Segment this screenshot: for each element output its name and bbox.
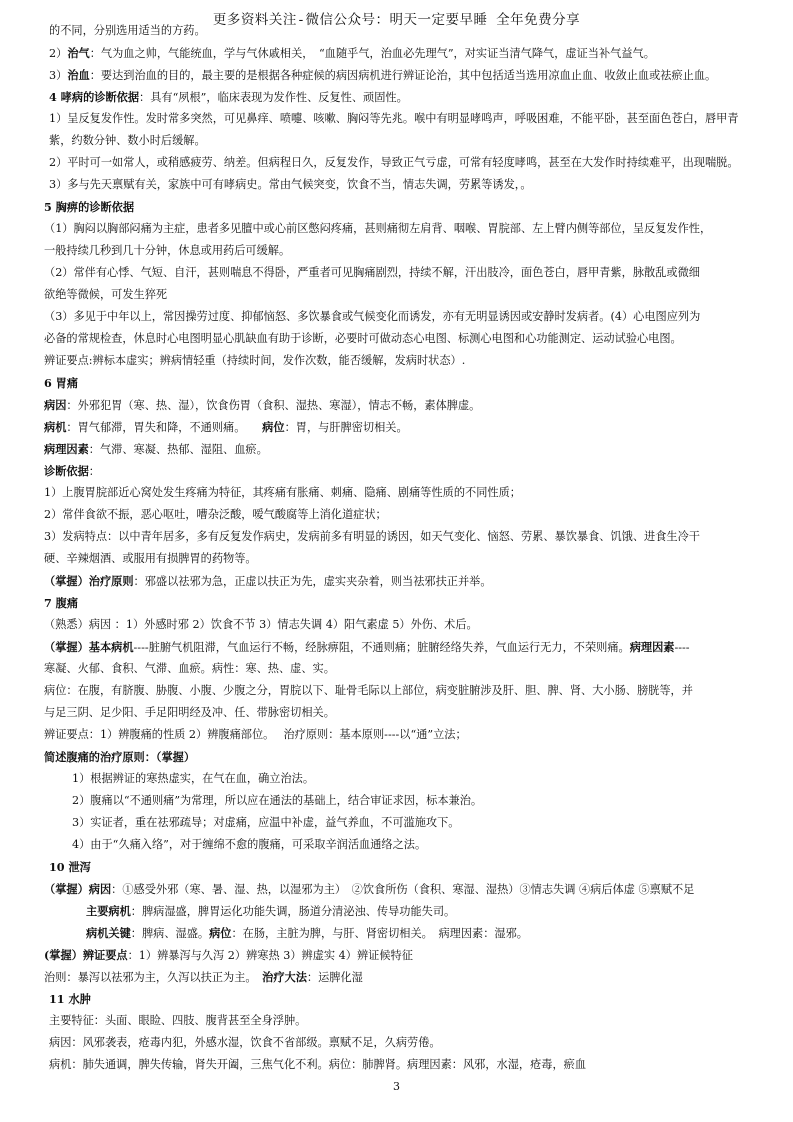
text-segment: （2）常伴有心悸、气短、自汗，甚则喘息不得卧，严重者可见胸痛剧烈，持续不解，汗出肢冷，面色苍白，唇甲青紫，脉散乱或微细 bbox=[44, 266, 700, 279]
text-line bbox=[44, 618, 478, 632]
text-segment: 2）腹痛以“不通则痛”为常理，所以应在通法的基础上，结合审证求因，标本兼治。 bbox=[72, 794, 483, 807]
text-segment: 2）常伴食欲不振，恶心呕吐，嘈杂泛酸，嗳气酸腐等上消化道症状； bbox=[44, 508, 387, 521]
text-segment: 欲绝等微候，可发生猝死 bbox=[44, 288, 168, 301]
text-segment: 3）发病特点：以中青年居多，多有反复发作病史，发病前多有明显的诱因，如天气变化、恼怒、劳累、暴饮暴食、饥饿、进食生冷干 bbox=[44, 530, 700, 543]
text-segment: ：邪盛以祛邪为急，正虚以扶正为先，虚实夹杂着，则当祛邪扶正并举。 bbox=[133, 575, 492, 588]
text-line bbox=[49, 1014, 306, 1028]
text-line bbox=[44, 662, 335, 676]
text-line bbox=[44, 398, 480, 412]
text-segment: ：气滞、寒凝、热郁、湿阻、血瘀。 bbox=[88, 443, 268, 456]
bold-text: 诊断依据 bbox=[44, 464, 89, 478]
bold-text: （掌握）基本病机 bbox=[44, 640, 134, 654]
text-segment: ：在肠，主脏为脾，与肝、肾密切相关。 病理因素：湿邪。 bbox=[231, 927, 528, 940]
text-line bbox=[44, 530, 700, 544]
text-segment: ： bbox=[88, 465, 100, 478]
text-segment: 1）呈反复发作性。发时常多突然，可见鼻痒、喷嚏、咳嗽、胸闷等先兆。喉中有明显哮鸣声，呼吸困难，不能平卧，甚至面色苍白，唇甲青 bbox=[49, 112, 739, 125]
bold-text: 病位 bbox=[262, 420, 285, 434]
text-segment: 3） bbox=[49, 69, 68, 82]
text-line bbox=[49, 156, 739, 170]
text-segment: 3）实证者，重在祛邪疏导；对虚痛，应温中补虚，益气养血，不可滥施攻下。 bbox=[72, 816, 460, 829]
text-line bbox=[44, 464, 100, 478]
text-line bbox=[44, 222, 711, 236]
text-line bbox=[49, 992, 91, 1006]
text-line bbox=[72, 816, 460, 830]
text-line bbox=[44, 552, 257, 566]
text-line bbox=[49, 178, 532, 192]
text-line bbox=[44, 420, 408, 434]
text-segment: （熟悉）病因 ：1）外感时邪 2）饮食不节 3）情志失调 4）阳气素虚 5）外伤、术后。 bbox=[44, 618, 478, 631]
text-segment: ：气为血之帅，气能统血，学与气休戚相关， “血随乎气，治血必先理气”，对实证当清气降气，虚证当补气益气。 bbox=[89, 47, 655, 60]
text-line bbox=[49, 112, 739, 126]
text-segment: 辨证要点:辨标本虚实；辨病情轻重（持续时间，发作次数，能否缓解，发病时状态）. bbox=[44, 354, 466, 367]
text-line bbox=[49, 46, 655, 60]
text-segment: 一般持续几秒到几十分钟，休息或用药后可缓解。 bbox=[44, 244, 291, 257]
bold-text: 治血 bbox=[67, 68, 90, 82]
text-segment: 病因：风邪袭表，疮毒内犯，外感水湿，饮食不省部级。禀赋不足，久病劳倦。 bbox=[49, 1036, 441, 1049]
text-line bbox=[44, 486, 521, 500]
bold-text: (掌握）辨证要点 bbox=[44, 948, 128, 962]
text-line bbox=[44, 200, 134, 214]
text-line bbox=[44, 354, 465, 368]
text-line bbox=[49, 90, 408, 104]
text-segment: 1）根据辨证的寒热虚实，在气在血，确立治法。 bbox=[72, 772, 315, 785]
text-line bbox=[44, 596, 78, 610]
text-line bbox=[44, 332, 682, 346]
bold-text: 病机关键 bbox=[86, 926, 131, 940]
text-line bbox=[72, 794, 482, 808]
text-line bbox=[44, 508, 387, 522]
text-segment: 必备的常规检查，休息时心电图明显心肌缺血有助于诊断，必要时可做动态心电图、标测心电图和心功能测定、运动试验心电图。 bbox=[44, 332, 682, 345]
text-segment: 1）上腹胃脘部近心窝处发生疼痛为特征，其疼痛有胀痛、刺痛、隐痛、剧痛等性质的不同性质； bbox=[44, 486, 521, 499]
text-line bbox=[44, 244, 290, 258]
text-segment: 辨证要点：1）辨腹痛的性质 2）辨腹痛部位。 治疗原则：基本原则----以“通”立法； bbox=[44, 728, 467, 741]
text-line bbox=[44, 750, 195, 764]
bold-text: 病位 bbox=[209, 926, 232, 940]
text-line bbox=[72, 838, 426, 852]
text-line bbox=[72, 772, 314, 786]
text-line bbox=[44, 640, 690, 654]
text-segment: ：胃，与肝脾密切相关。 bbox=[284, 421, 408, 434]
bold-text: 主要病机 bbox=[86, 904, 131, 918]
text-segment: 病位：在腹，有脐腹、胁腹、小腹、少腹之分，胃脘以下、耻骨毛际以上部位，病变脏腑涉及肝、胆、脾、肾、大小肠、膀胱等，并 bbox=[44, 684, 693, 697]
text-line bbox=[44, 948, 413, 962]
text-line bbox=[44, 728, 467, 742]
text-segment: 主要特征：头面、眼睑、四肢、腹背甚至全身浮肿。 bbox=[49, 1014, 307, 1027]
text-line bbox=[49, 134, 206, 148]
text-segment: ：要达到治血的目的，最主要的是根据各种症候的病因病机进行辨证论治，其中包括适当选用凉血止血、收敛止血或祛瘀止血。 bbox=[89, 69, 717, 82]
text-segment: 与足三阴、足少阳、手足阳明经及冲、任、带脉密切相关。 bbox=[44, 706, 335, 719]
bold-text: （掌握）治疗原则 bbox=[44, 574, 134, 588]
text-line bbox=[44, 442, 268, 456]
text-line bbox=[44, 266, 700, 280]
text-line bbox=[44, 970, 363, 984]
text-segment: 治则：暴泻以祛邪为主，久泻以扶正为主。 bbox=[44, 971, 263, 984]
text-segment: ：具有“夙根”，临床表现为发作性、反复性、顽固性。 bbox=[139, 91, 408, 104]
text-segment: 寒凝、火郁、食积、气滞、血瘀。病性：寒、热、虚、实。 bbox=[44, 662, 335, 675]
page-header: 更多资料关注-微信公众号：明天一定要早睡 全年免费分享 bbox=[212, 12, 581, 28]
text-segment: 紫，约数分钟、数小时后缓解。 bbox=[49, 134, 206, 147]
bold-text: 5 胸痹 bbox=[44, 200, 79, 214]
text-line bbox=[49, 24, 206, 38]
text-line bbox=[44, 288, 167, 302]
bold-text: 7 腹痛 bbox=[44, 596, 79, 610]
text-segment: 4）由于“久痛入络”，对于缠绵不愈的腹痛，可采取辛润活血通络之法。 bbox=[72, 838, 427, 851]
text-line bbox=[44, 882, 694, 896]
text-line bbox=[49, 860, 91, 874]
bold-text: 病因 bbox=[44, 398, 67, 412]
text-segment: ---- bbox=[674, 641, 690, 654]
bold-text: 治气 bbox=[67, 46, 90, 60]
text-line bbox=[49, 1058, 586, 1072]
text-segment: ：脾病湿盛，脾胃运化功能失调，肠道分清泌浊、传导功能失司。 bbox=[130, 905, 456, 918]
text-line bbox=[86, 904, 455, 918]
bold-text: 11 水肿 bbox=[49, 992, 91, 1006]
bold-text: （掌握）病因 bbox=[44, 882, 112, 896]
bold-text: 简述腹痛的治疗原则：（掌握） bbox=[44, 750, 196, 764]
text-line bbox=[44, 684, 693, 698]
text-segment: ：1）辨暴泻与久泻 2）辨寒热 3）辨虚实 4）辨证候特征 bbox=[127, 949, 413, 962]
page-number: 3 bbox=[393, 1080, 400, 1093]
text-segment: （1）胸闷以胸部闷痛为主症，患者多见膻中或心前区憋闷疼痛，甚则痛彻左肩背、咽喉、胃脘部、左上臂内侧等部位，呈反复发作性， bbox=[44, 222, 712, 235]
bold-text: 病机 bbox=[44, 420, 67, 434]
text-segment: ：运脾化湿 bbox=[306, 971, 363, 984]
text-line bbox=[44, 310, 700, 324]
text-segment: ：外邪犯胃（寒、热、湿），饮食伤胃（食积、湿热、寒湿），情志不畅，素体脾虚。 bbox=[66, 399, 481, 412]
text-line bbox=[49, 1036, 441, 1050]
bold-text: 6 胃痛 bbox=[44, 376, 79, 390]
text-line bbox=[44, 706, 335, 720]
text-segment: 病机：肺失通调，脾失传输，肾失开阖，三焦气化不利。病位：肺脾肾。病理因素：风邪，水湿，疮毒，瘀血 bbox=[49, 1058, 587, 1071]
text-segment: ：脾病、湿盛。 bbox=[130, 927, 210, 940]
bold-text: 病理因素 bbox=[44, 442, 89, 456]
bold-text: 病理因素 bbox=[629, 640, 675, 654]
text-segment: （3）多见于中年以上，常因操劳过度、抑郁恼怒、多饮暴食或气候变化而诱发，亦有无明显诱因或安静时发病者。(4）心电图应列为 bbox=[44, 310, 701, 323]
text-segment: ：胃气郁滞，胃失和降，不通则痛。 bbox=[66, 421, 263, 434]
bold-text: 治疗大法 bbox=[262, 970, 307, 984]
text-segment: 2） bbox=[49, 47, 68, 60]
bold-text: 4 哮病 bbox=[49, 90, 84, 104]
text-segment: ----脏腑气机阻滞，气血运行不畅，经脉痹阻，不通则痛；脏腑经络失养，气血运行无力，不荣则痛。 bbox=[133, 641, 630, 654]
bold-text: 的诊断依据 bbox=[78, 200, 135, 214]
text-segment: 硬、辛辣烟酒、或服用有损脾胃的药物等。 bbox=[44, 552, 257, 565]
text-segment: 的不同，分别选用适当的方药。 bbox=[49, 24, 206, 37]
bold-text: 的诊断依据 bbox=[83, 90, 140, 104]
text-segment: ：①感受外邪（寒、暑、湿、热，以湿邪为主） ②饮食所伤（食积、寒湿、湿热）③情志失调 ④病后体虚 ⑤禀赋不足 bbox=[111, 883, 695, 896]
text-segment: 3）多与先天禀赋有关，家族中可有哮病史。常由气候突变，饮食不当，情志失调，劳累等诱发，。 bbox=[49, 178, 532, 191]
text-line bbox=[44, 376, 78, 390]
bold-text: 10 泄泻 bbox=[49, 860, 91, 874]
text-line bbox=[49, 68, 716, 82]
text-line bbox=[86, 926, 528, 940]
text-segment: 2）平时可一如常人，或稍感疲劳、纳差。但病程日久，反复发作，导致正气亏虚，可常有轻度哮鸣，甚至在大发作时持续难平，出现喘脱。 bbox=[49, 156, 739, 169]
text-line bbox=[44, 574, 492, 588]
